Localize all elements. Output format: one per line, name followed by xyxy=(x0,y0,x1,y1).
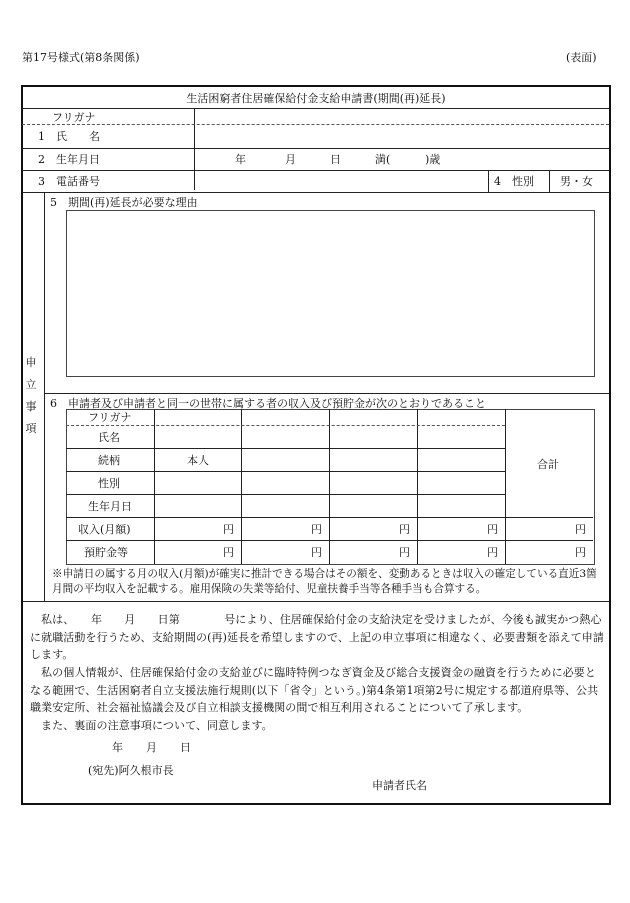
yen-unit: 円 xyxy=(399,546,410,559)
row-dob: 生年月日 xyxy=(88,500,132,513)
section-label: 申 立 事 項 xyxy=(25,356,37,435)
dob-month: 月 xyxy=(285,153,296,166)
sex-label: 4 性別 xyxy=(494,175,534,188)
income-table xyxy=(66,409,595,565)
age-open: 満( xyxy=(375,153,391,166)
form-title: 生活困窮者住居確保給付金支給申請書(期間(再)延長) xyxy=(186,92,446,105)
age-close: )歳 xyxy=(425,153,441,166)
yen-unit: 円 xyxy=(223,523,234,536)
statement-paragraph-3: また、裏面の注意事項について、同意します。 xyxy=(41,719,273,732)
phone-input[interactable] xyxy=(196,172,486,188)
yen-unit: 円 xyxy=(575,546,586,559)
form-number: 第17号様式(第8条関係) xyxy=(22,51,140,64)
furigana-input[interactable] xyxy=(196,110,606,123)
phone-label: 3 電話番号 xyxy=(38,175,100,188)
row-furigana: フリガナ xyxy=(88,411,132,424)
yen-unit: 円 xyxy=(487,546,498,559)
yen-unit: 円 xyxy=(223,546,234,559)
side-label: (表面) xyxy=(566,51,597,64)
row-income: 収入(月額) xyxy=(78,523,131,536)
yen-unit: 円 xyxy=(311,523,322,536)
name-label: 1 氏 名 xyxy=(38,130,100,143)
relation-self: 本人 xyxy=(187,454,209,467)
statement-paragraph-2: 私の個人情報が、住居確保給付金の支給並びに臨時特例つなぎ資金及び総合支援資金の融資を行うために必要となる範囲で、生活困窮者自立支援法施行規則(以下「省令」という。)第4条第1項第2号に規定する都道府県等、公共職業安定所、社会福祉協議会及び自立相談支援機関の間で相互利用されることについて了承します。 xyxy=(30,666,599,714)
row-savings: 預貯金等 xyxy=(84,546,128,559)
yen-unit: 円 xyxy=(575,523,586,536)
yen-unit: 円 xyxy=(311,546,322,559)
row-relation: 続柄 xyxy=(98,454,120,467)
reason-textarea[interactable] xyxy=(66,210,595,377)
addressee: (宛先)阿久根市長 xyxy=(88,764,174,777)
statement-paragraph-1: 私は、 年 月 日第 号により、住居確保給付金の支給決定を受けましたが、今後も誠実かつ熱心に就職活動を行うため、支給期間の(再)延長を希望しますので、上記の申立事項に相違なく、必要書類を添えて申請します。 xyxy=(30,613,604,661)
dob-year: 年 xyxy=(235,153,246,166)
yen-unit: 円 xyxy=(399,523,410,536)
applicant-name-input[interactable] xyxy=(440,775,600,793)
total-label: 合計 xyxy=(537,458,559,471)
yen-unit: 円 xyxy=(487,523,498,536)
furigana-label: フリガナ xyxy=(52,111,96,124)
income-label: 6 申請者及び申請者と同一の世帯に属する者の収入及び預貯金が次のとおりであること xyxy=(50,397,486,410)
row-sex: 性別 xyxy=(98,477,120,490)
name-input[interactable] xyxy=(196,126,606,146)
applicant-name-label: 申請者氏名 xyxy=(372,779,427,792)
reason-label: 5 期間(再)延長が必要な理由 xyxy=(50,196,198,209)
sex-options[interactable]: 男・女 xyxy=(560,175,593,188)
row-name: 氏名 xyxy=(98,431,120,444)
sign-year: 年 xyxy=(112,741,123,754)
income-note: ※申請日の属する月の収入(月額)が確実に推計できる場合はその額を、変動あるときは収入の確定している直近3箇月間の平均収入を記載する。雇用保険の失業等給付、児童扶養手当等各種手当も合算する。 xyxy=(52,568,597,595)
dob-day: 日 xyxy=(330,153,341,166)
sign-day: 日 xyxy=(180,741,191,754)
dob-label: 2 生年月日 xyxy=(38,153,100,166)
sign-month: 月 xyxy=(146,741,157,754)
